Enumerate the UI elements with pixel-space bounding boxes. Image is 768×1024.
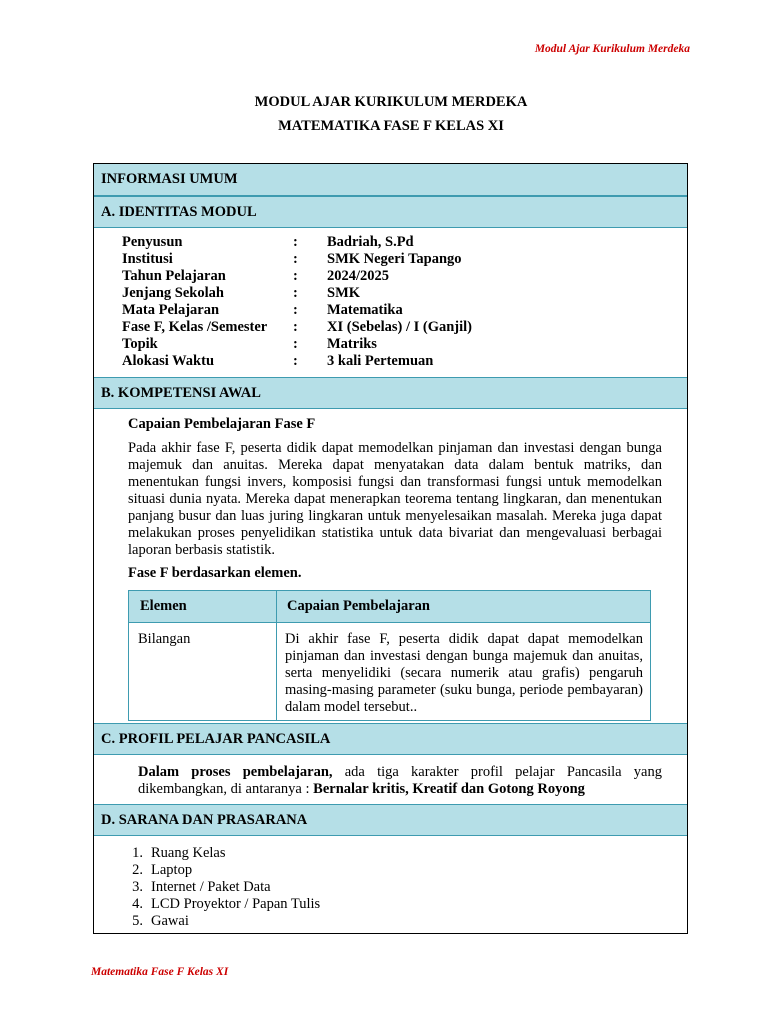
identitas-row: [122, 285, 472, 302]
capaian-paragraph: Pada akhir fase F, peserta didik dapat memodelkan pinjaman dan investasi dengan bunga majemuk dan anuitas. Mereka dapat menyatakan data dalam bentuk matriks, dan menentukan fungsi invers, komposisi fungsi dan transformasi fungsi untuk memodelkan situasi dunia nyata. Mereka dapat menerapkan teorema tentang lingkaran, dan menentukan panjang busur dan luas juring lingkaran untuk menyelesaikan masalah. Mereka juga dapat melakukan proses penyelidikan statistika untuk data bivariat dan mengevaluasi berbagai laporan berbasis statistik.: [128, 440, 662, 558]
identitas-value: SMK Negeri Tapango: [327, 251, 462, 267]
section-kompetensi-awal: B. KOMPETENSI AWAL: [94, 377, 687, 409]
module-frame: [93, 163, 688, 934]
list-number: 4.: [132, 896, 143, 912]
identitas-value: Matematika: [327, 302, 403, 318]
identitas-value: XI (Sebelas) / I (Ganjil): [327, 319, 472, 335]
profil-bold-lead: Dalam proses pembelajaran,: [138, 764, 333, 780]
identitas-colon: :: [293, 336, 298, 352]
table-header-elemen: Elemen: [140, 598, 187, 614]
identitas-colon: :: [293, 268, 298, 284]
table-cell-elemen: Bilangan: [138, 631, 191, 647]
table-cell-capaian: Di akhir fase F, peserta didik dapat dapat memodelkan pinjaman dan investasi dengan bunga majemuk dan anuitas, serta menyelidiki (secara numerik atau grafis) pengaruh masing-masing parameter (suku bunga, periode pembayaran) dalam model tersebut..: [285, 631, 643, 715]
elemen-heading: Fase F berdasarkan elemen.: [128, 565, 302, 581]
table-divider: [276, 591, 277, 720]
list-text: LCD Proyektor / Papan Tulis: [151, 896, 321, 912]
capaian-subheading: Capaian Pembelajaran Fase F: [128, 416, 316, 432]
identitas-key: Tahun Pelajaran: [122, 268, 226, 284]
identitas-value: Badriah, S.Pd: [327, 234, 414, 250]
list-item: [116, 845, 320, 862]
identitas-colon: :: [293, 319, 298, 335]
identitas-row: [122, 336, 472, 353]
identitas-colon: :: [293, 251, 298, 267]
identitas-row: [122, 302, 472, 319]
list-item: [116, 896, 320, 913]
list-item: [116, 913, 320, 930]
identitas-key: Penyusun: [122, 234, 183, 250]
identitas-colon: :: [293, 302, 298, 318]
page-header-text: Modul Ajar Kurikulum Merdeka: [534, 43, 690, 55]
profil-text: ada tiga karakter profil pelajar Pancasila yang dikembangkan, di antaranya :: [138, 764, 662, 797]
identitas-key: Fase F, Kelas /Semester: [122, 319, 268, 335]
identitas-colon: :: [293, 285, 298, 301]
list-text: Ruang Kelas: [151, 845, 226, 861]
list-text: Internet / Paket Data: [151, 879, 271, 895]
list-item: [116, 879, 320, 896]
identitas-value: SMK: [327, 285, 361, 301]
identitas-colon: :: [293, 353, 298, 369]
capaian-table: [128, 590, 651, 721]
identitas-table: [122, 234, 472, 370]
document-subtitle: MATEMATIKA FASE F KELAS XI: [278, 118, 504, 134]
section-identitas-modul: A. IDENTITAS MODUL: [94, 196, 687, 228]
identitas-key: Topik: [122, 336, 158, 352]
identitas-row: [122, 251, 472, 268]
identitas-row: [122, 234, 472, 251]
identitas-row: [122, 268, 472, 285]
list-item: [116, 862, 320, 879]
section-profil-pancasila: C. PROFIL PELAJAR PANCASILA: [94, 723, 687, 755]
identitas-row: [122, 319, 472, 336]
list-number: 5.: [132, 913, 143, 929]
document-title: MODUL AJAR KURIKULUM MERDEKA: [254, 94, 528, 110]
page-footer-text: Matematika Fase F Kelas XI: [91, 966, 229, 978]
identitas-key: Alokasi Waktu: [122, 353, 215, 369]
identitas-row: [122, 353, 472, 370]
list-number: 1.: [132, 845, 143, 861]
identitas-colon: :: [293, 234, 298, 250]
identitas-value: 2024/2025: [327, 268, 390, 284]
table-header-capaian: Capaian Pembelajaran: [287, 598, 430, 614]
identitas-key: Mata Pelajaran: [122, 302, 220, 318]
section-informasi-umum: INFORMASI UMUM: [94, 164, 687, 196]
list-number: 3.: [132, 879, 143, 895]
identitas-value: 3 kali Pertemuan: [327, 353, 434, 369]
section-sarana-prasarana: D. SARANA DAN PRASARANA: [94, 804, 687, 836]
identitas-key: Jenjang Sekolah: [122, 285, 224, 301]
identitas-key: Institusi: [122, 251, 173, 267]
list-number: 2.: [132, 862, 143, 878]
identitas-value: Matriks: [327, 336, 377, 352]
sarana-list: [116, 845, 320, 930]
list-text: Gawai: [151, 913, 189, 929]
profil-bold-tail: Bernalar kritis, Kreatif dan Gotong Royong: [313, 781, 585, 797]
profil-paragraph: [138, 764, 662, 798]
list-text: Laptop: [151, 862, 193, 878]
